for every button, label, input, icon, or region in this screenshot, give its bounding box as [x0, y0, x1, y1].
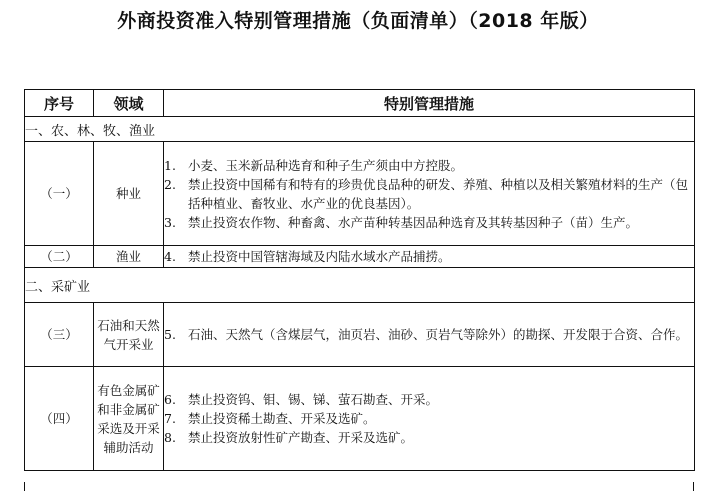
measure-item	[164, 175, 694, 213]
table-continuation-right	[693, 482, 694, 491]
measure-text: 禁止投资农作物、种畜禽、水产苗种转基因品种选育及其转基因种子（苗）生产。	[188, 214, 639, 230]
measure-number: 5.	[164, 327, 176, 342]
section-title-mining: 二、采矿业	[25, 268, 695, 303]
row-domain: 种业	[94, 142, 164, 246]
header-measures: 特别管理措施	[164, 90, 695, 117]
measure-number: 6.	[164, 392, 176, 407]
table-row	[25, 142, 695, 246]
measure-number: 2.	[164, 176, 176, 192]
row-measures	[164, 303, 695, 367]
measure-item	[164, 247, 694, 266]
row-seq: （三）	[25, 303, 94, 367]
measure-item	[164, 156, 694, 175]
measure-number: 1.	[164, 157, 176, 173]
measure-item	[164, 428, 694, 447]
row-measures	[164, 142, 695, 246]
measure-number: 3.	[164, 214, 176, 230]
header-domain: 领域	[94, 90, 164, 117]
section-row	[25, 117, 695, 142]
measure-item	[164, 390, 694, 409]
row-seq: （四）	[25, 367, 94, 471]
measure-text: 小麦、玉米新品种选育和种子生产须由中方控股。	[188, 157, 464, 173]
table-row	[25, 303, 695, 367]
measure-text: 禁止投资钨、钼、锡、锑、萤石勘查、开采。	[188, 392, 439, 407]
measure-text: 禁止投资中国管辖海域及内陆水域水产品捕捞。	[188, 249, 451, 264]
negative-list-table	[24, 89, 695, 471]
measure-item	[164, 409, 694, 428]
row-domain: 有色金属矿和非金属矿采选及开采辅助活动	[94, 367, 164, 471]
measure-number: 8.	[164, 430, 176, 445]
measure-number: 4.	[164, 249, 176, 264]
measure-text: 石油、天然气（含煤层气，油页岩、油砂、页岩气等除外）的勘探、开发限于合资、合作。	[188, 327, 689, 342]
document-title: 外商投资准入特别管理措施（负面清单）（2018 年版）	[117, 10, 599, 32]
measure-item	[164, 213, 694, 232]
row-domain: 石油和天然气开采业	[94, 303, 164, 367]
measure-text: 禁止投资中国稀有和特有的珍贵优良品种的研发、养殖、种植以及相关繁殖材料的生产（包括种植业、畜牧业、水产业的优良基因）。	[188, 176, 689, 211]
table-row	[25, 367, 695, 471]
row-measures	[164, 246, 695, 268]
row-seq: （二）	[25, 246, 94, 268]
row-measures	[164, 367, 695, 471]
measure-number: 7.	[164, 411, 176, 426]
measure-text: 禁止投资稀土勘查、开采及选矿。	[188, 411, 376, 426]
table-continuation-left	[24, 482, 25, 491]
row-seq: （一）	[25, 142, 94, 246]
measure-text: 禁止投资放射性矿产勘查、开采及选矿。	[188, 430, 414, 445]
row-domain: 渔业	[94, 246, 164, 268]
table-header-row	[25, 90, 695, 117]
measure-item	[164, 325, 694, 344]
table-row	[25, 246, 695, 268]
section-row	[25, 268, 695, 303]
section-title-agriculture: 一、农、林、牧、渔业	[25, 117, 695, 142]
header-seq: 序号	[25, 90, 94, 117]
